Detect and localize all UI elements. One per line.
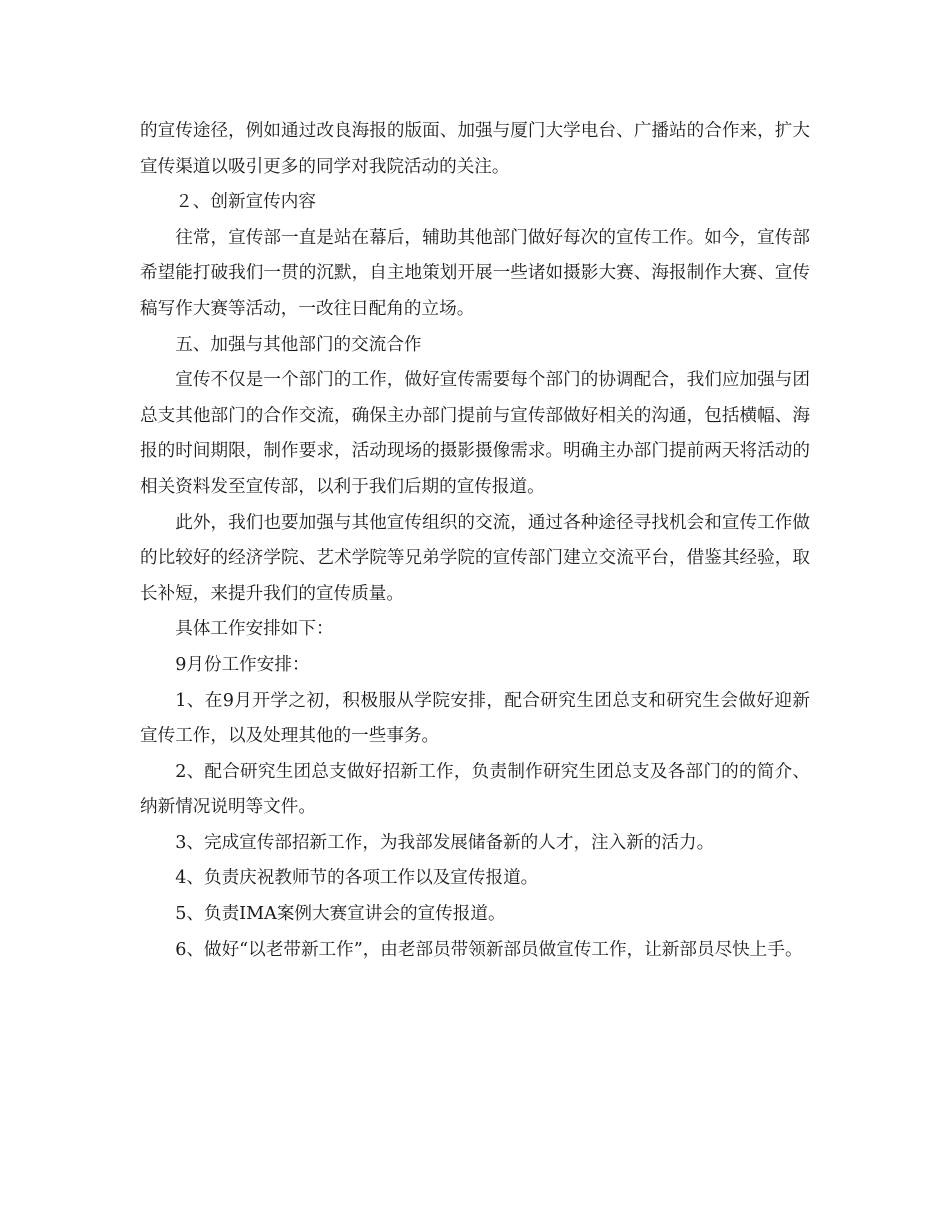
list-item: 2、配合研究生团总支做好招新工作，负责制作研究生团总支及各部门的的简介、纳新情况说明等文件。 — [140, 761, 810, 818]
list-item: 5、负责IMA案例大赛宣讲会的宣传报道。 — [175, 904, 506, 925]
paragraph-exchange: 此外，我们也要加强与其他宣传组织的交流，通过各种途径寻找机会和宣传工作做的比较好的经济学院、艺术学院等兄弟学院的宣传部门建立交流平台，借鉴其经验，取长补短，来提升我们的宣传质量。 — [140, 512, 810, 604]
paragraph-continuation: 的宣传途径，例如通过改良海报的版面、加强与厦门大学电台、广播站的合作来，扩大宣传渠道以吸引更多的同学对我院活动的关注。 — [140, 121, 810, 177]
document-body — [140, 114, 810, 968]
list-item: 1、在9月开学之初，积极服从学院安排，配合研究生团总支和研究生会做好迎新宣传工作，以及处理其他的一些事务。 — [140, 690, 810, 747]
heading-section-five: 五、加强与其他部门的交流合作 — [175, 334, 422, 355]
heading-september-plan: 9月份工作安排： — [175, 654, 310, 675]
paragraph-innovate-content: 往常，宣传部一直是站在幕后，辅助其他部门做好每次的宣传工作。如今，宣传部希望能打破我们一贯的沉默，自主地策划开展一些诸如摄影大赛、海报制作大赛、宣传稿写作大赛等活动，一改往日配角的立场。 — [140, 227, 810, 319]
list-item: 4、负责庆祝教师节的各项工作以及宣传报道。 — [175, 868, 539, 889]
paragraph-cooperation: 宣传不仅是一个部门的工作，做好宣传需要每个部门的协调配合，我们应加强与团总支其他部门的合作交流，确保主办部门提前与宣传部做好相关的沟通，包括横幅、海报的时间期限，制作要求，活动现场的摄影摄像需求。明确主办部门提前两天将活动的相关资料发至宣传部，以利于我们后期的宣传报道。 — [140, 370, 810, 497]
list-item: 3、完成宣传部招新工作，为我部发展储备新的人才，注入新的活力。 — [175, 832, 715, 853]
heading-innovate-content: ２、创新宣传内容 — [175, 192, 316, 213]
heading-work-arrangement: 具体工作安排如下： — [175, 619, 334, 640]
list-item: 6、做好“以老带新工作”，由老部员带领新部员做宣传工作，让新部员尽快上手。 — [175, 939, 803, 960]
